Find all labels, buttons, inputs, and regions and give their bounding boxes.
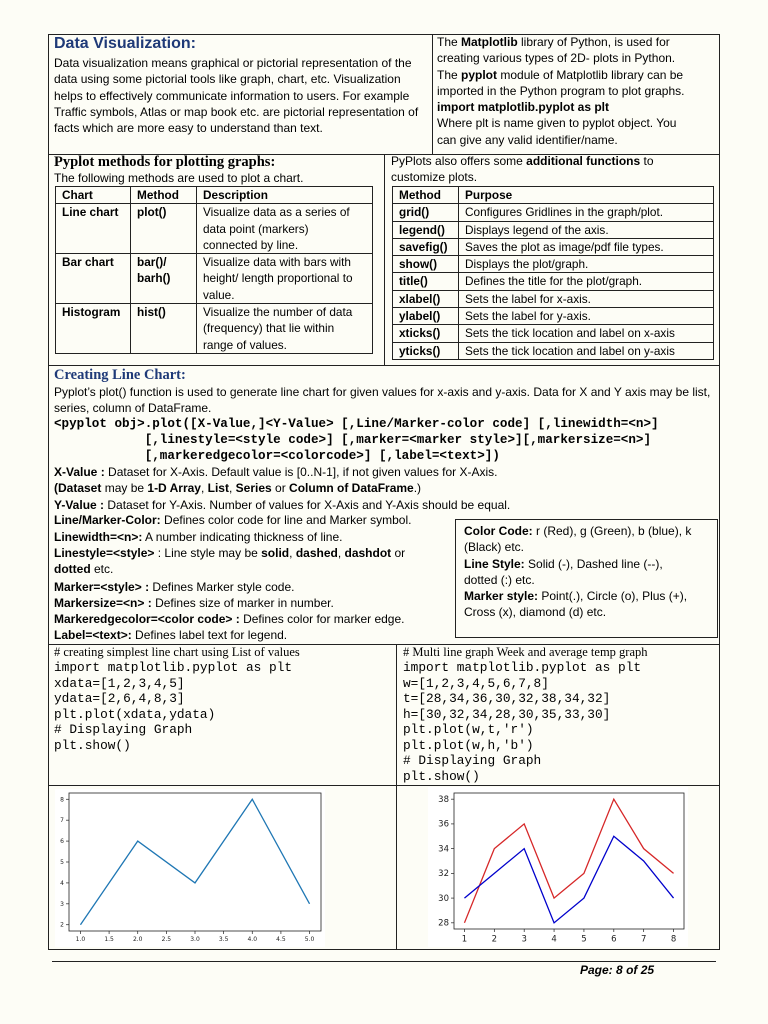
table-row xyxy=(393,238,714,255)
table-cell: ylabel() xyxy=(393,308,459,325)
table-row xyxy=(56,204,373,254)
table-row xyxy=(393,221,714,238)
syntax-line: [,linestyle=<style code>] [,marker=<marker style>][,markersize=<n>] xyxy=(54,433,652,447)
table-row xyxy=(393,273,714,290)
y-tick-label: 6 xyxy=(60,838,64,846)
table-cell: Bar chart xyxy=(56,254,131,304)
plot-area xyxy=(69,793,321,931)
codes-box: Color Code: r (Red), g (Green), b (blue), k (Black) etc. Line Style: Solid (-), Dashed line (--), dotted (:) etc. Marker style: Point(.), Circle (o), Plus (+), Cross (x), diamond (d) etc. xyxy=(455,519,718,638)
param-color: Line/Marker-Color: Defines color code for line and Marker symbol. xyxy=(54,513,412,527)
y-tick-label: 4 xyxy=(60,879,64,887)
table-row xyxy=(393,290,714,307)
param-x-value: X-Value : Dataset for X-Axis. Default value is [0..N-1], if not given values for X-Axis. xyxy=(54,465,498,479)
y-tick-label: 32 xyxy=(438,869,449,880)
x-tick-label: 2.5 xyxy=(161,936,172,943)
table-row xyxy=(393,325,714,342)
example1-comment: # creating simplest line chart using List of values xyxy=(54,645,300,659)
param-marker: Marker=<style> : Defines Marker style code. xyxy=(54,580,295,594)
table-row xyxy=(393,256,714,273)
table-row xyxy=(393,204,714,221)
column-header: Chart xyxy=(56,187,131,204)
column-header: Description xyxy=(197,187,373,204)
linechart-title: Creating Line Chart: xyxy=(54,367,186,383)
divider xyxy=(48,365,720,366)
x-tick-label: 2 xyxy=(491,934,498,945)
table-cell: xticks() xyxy=(393,325,459,342)
x-tick-label: 6 xyxy=(611,934,617,945)
table-cell: bar()/ barh() xyxy=(131,254,197,304)
intro-body: Data visualization means graphical or pictorial representation of the data using some pictorial tools like graph, chart, etc. Visualization helps to effectively communicate information to users. For example Traffic symbols, Atlas or map book etc. are pictorial representation of facts which are more easy to understand than text. xyxy=(54,56,419,136)
linechart-intro: Pyplot’s plot() function is used to generate line chart for given values for x-axis and y-axis. Data for X and Y axis may be list, series, column of DataFrame. xyxy=(54,385,711,416)
table-row xyxy=(56,304,373,354)
y-tick-label: 5 xyxy=(60,859,64,866)
column-header: Method xyxy=(393,187,459,204)
y-tick-label: 34 xyxy=(438,844,449,855)
y-tick-label: 36 xyxy=(438,819,449,830)
x-tick-label: 4.0 xyxy=(247,936,258,943)
x-tick-label: 1.0 xyxy=(75,936,86,943)
dataset-note: (Dataset may be 1-D Array, List, Series or Column of DataFrame.) xyxy=(54,481,422,495)
x-tick-label: 4.5 xyxy=(276,936,286,943)
example2-code: import matplotlib.pyplot as plt w=[1,2,3,4,5,6,7,8] t=[28,34,36,30,32,38,34,32] h=[30,32,34,28,30,35,33,30] plt.plot(w,t,'r') plt.plot(w,h,'b') # Displaying Graph plt.show() xyxy=(403,660,642,784)
x-tick-label: 3.5 xyxy=(218,936,229,943)
table-cell: hist() xyxy=(131,304,197,354)
methods-table xyxy=(55,186,373,354)
y-tick-label: 3 xyxy=(60,900,64,908)
x-tick-label: 4 xyxy=(551,934,557,945)
table-header-row xyxy=(56,187,373,204)
param-markeredgecolor: Markeredgecolor=<color code> : Defines color for marker edge. xyxy=(54,612,405,626)
matplotlib-info: The Matplotlib library of Python, is used for creating various types of 2D- plots in Python. The pyplot module of Matplotlib library can be imported in the Python program to plot graphs. import matplotlib.pyplot as plt Where plt is name given to pyplot object. You can give any valid identifier/name. xyxy=(437,35,685,147)
example1-code: import matplotlib.pyplot as plt xdata=[1,2,3,4,5] ydata=[2,6,4,8,3] plt.plot(xdata,ydata) # Displaying Graph plt.show() xyxy=(54,660,293,753)
table-row xyxy=(56,254,373,304)
divider xyxy=(384,154,385,365)
table-cell: Visualize the number of data (frequency) that lie within range of values. xyxy=(197,304,373,354)
y-tick-label: 28 xyxy=(438,918,449,929)
syntax-line: <pyplot obj>.plot([X-Value,]<Y-Value> [,Line/Marker-color code] [,linewidth=<n>] xyxy=(54,417,659,431)
table-cell: xlabel() xyxy=(393,290,459,307)
additional-intro: PyPlots also offers some additional functions to customize plots. xyxy=(391,154,654,185)
footer-rule xyxy=(52,961,716,962)
table-cell: Histogram xyxy=(56,304,131,354)
table-cell: Line chart xyxy=(56,204,131,254)
table-header-row xyxy=(393,187,714,204)
chart-2 xyxy=(428,787,688,947)
table-row xyxy=(393,342,714,359)
table-cell: plot() xyxy=(131,204,197,254)
divider xyxy=(48,785,720,786)
y-tick-label: 30 xyxy=(438,893,449,904)
table-cell: savefig() xyxy=(393,238,459,255)
x-tick-label: 7 xyxy=(640,934,647,945)
table-cell: Sets the label for x-axis. xyxy=(459,290,714,307)
column-header: Purpose xyxy=(459,187,714,204)
x-tick-label: 1 xyxy=(461,934,468,945)
y-tick-label: 38 xyxy=(438,795,449,806)
table-cell: Visualize data as a series of data point (markers) connected by line. xyxy=(197,204,373,254)
param-linestyle: Linestyle=<style> : Line style may be solid, dashed, dashdot or dotted etc. xyxy=(54,546,406,577)
chart-1 xyxy=(55,789,325,947)
methods-title: Pyplot methods for plotting graphs: xyxy=(54,154,276,170)
example2-comment: # Multi line graph Week and average temp graph xyxy=(403,645,648,659)
param-markersize: Markersize=<n> : Defines size of marker in number. xyxy=(54,596,334,610)
table-cell: Saves the plot as image/pdf file types. xyxy=(459,238,714,255)
table-cell: grid() xyxy=(393,204,459,221)
page-number: Page: 8 of 25 xyxy=(580,963,655,977)
table-cell: Sets the tick location and label on y-axis xyxy=(459,342,714,359)
x-tick-label: 3.0 xyxy=(190,936,200,943)
table-row xyxy=(393,308,714,325)
param-label: Label=<text>: Defines label text for legend. xyxy=(54,628,288,642)
table-cell: Displays the plot/graph. xyxy=(459,256,714,273)
table-cell: yticks() xyxy=(393,342,459,359)
line-chart-single xyxy=(55,789,325,947)
table-cell: Defines the title for the plot/graph. xyxy=(459,273,714,290)
intro-title: Data Visualization: xyxy=(54,35,196,52)
x-tick-label: 2.0 xyxy=(132,936,143,943)
divider xyxy=(396,644,397,950)
column-header: Method xyxy=(131,187,197,204)
y-tick-label: 8 xyxy=(60,796,64,804)
table-cell: Configures Gridlines in the graph/plot. xyxy=(459,204,714,221)
table-cell: title() xyxy=(393,273,459,290)
x-tick-label: 5.0 xyxy=(304,936,315,943)
x-tick-label: 5 xyxy=(581,934,587,945)
table-cell: Sets the label for y-axis. xyxy=(459,308,714,325)
line-chart-multi xyxy=(428,787,688,947)
table-cell: Sets the tick location and label on x-axis xyxy=(459,325,714,342)
table-cell: show() xyxy=(393,256,459,273)
additional-table xyxy=(392,186,714,360)
x-tick-label: 8 xyxy=(670,934,677,945)
x-tick-label: 1.5 xyxy=(104,936,114,943)
y-tick-label: 2 xyxy=(60,921,64,929)
plot-area xyxy=(454,793,684,929)
syntax-line: [,markeredgecolor=<colorcode>] [,label=<text>]) xyxy=(54,449,500,463)
methods-subtitle: The following methods are used to plot a chart. xyxy=(54,171,304,185)
table-cell: Visualize data with bars with height/ length proportional to value. xyxy=(197,254,373,304)
param-linewidth: Linewidth=<n>: A number indicating thickness of line. xyxy=(54,530,343,544)
x-tick-label: 3 xyxy=(521,934,527,945)
table-cell: legend() xyxy=(393,221,459,238)
table-cell: Displays legend of the axis. xyxy=(459,221,714,238)
divider xyxy=(432,34,433,154)
y-tick-label: 7 xyxy=(60,817,64,825)
param-y-value: Y-Value : Dataset for Y-Axis. Number of values for X-Axis and Y-Axis should be equal. xyxy=(54,498,511,512)
